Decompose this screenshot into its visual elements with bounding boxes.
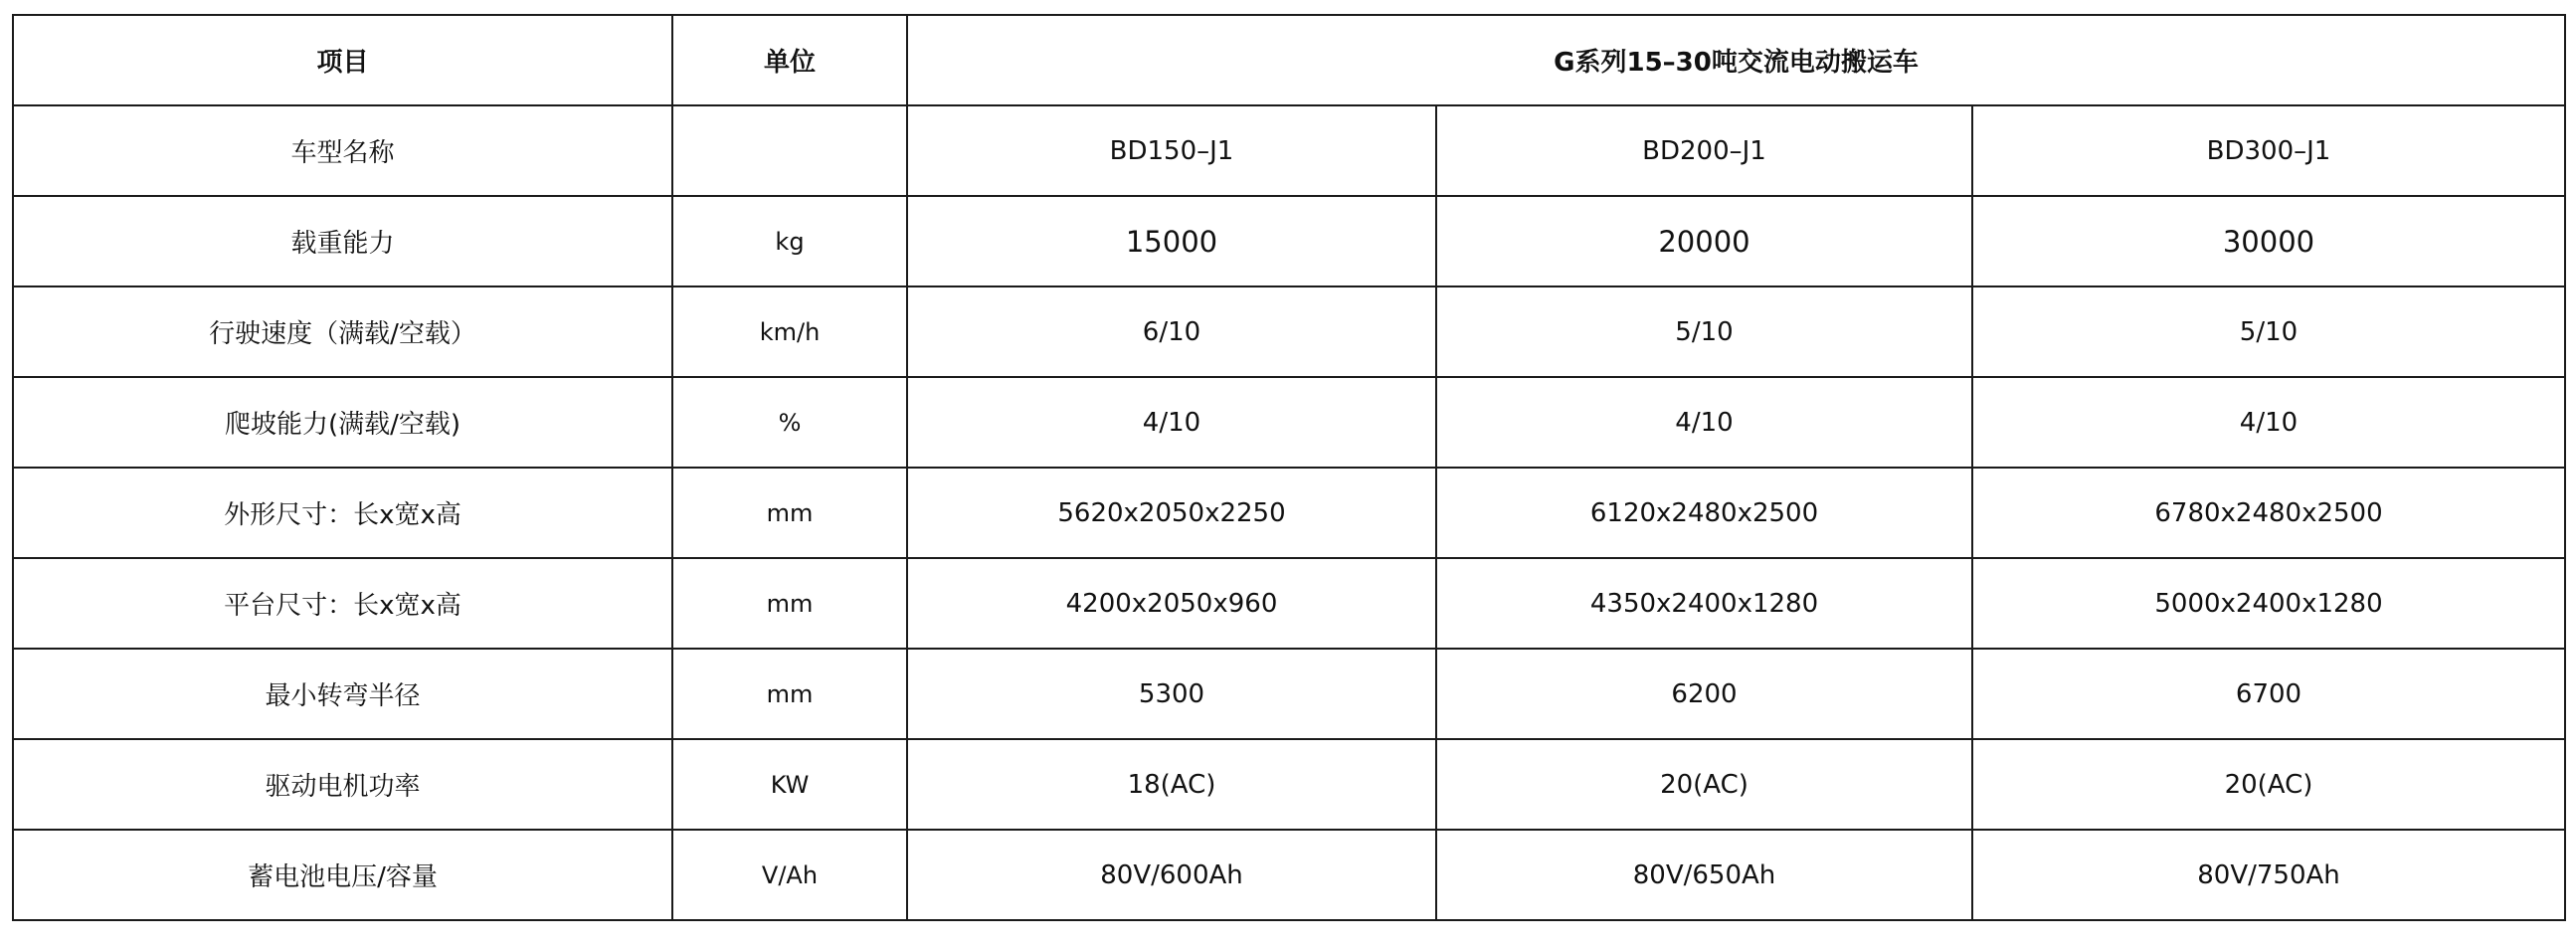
spec-table [12,14,2566,921]
row-value-bd300: 80V/750Ah [1972,830,2565,920]
row-value-bd200: 80V/650Ah [1436,830,1972,920]
table-row [13,649,2565,739]
row-label: 平台尺寸：长x宽x高 [13,558,672,649]
table-row [13,105,2565,196]
row-unit: mm [672,649,907,739]
table-row [13,196,2565,286]
row-value-bd150: 15000 [907,196,1436,286]
row-value-bd200: 6200 [1436,649,1972,739]
row-value-bd200: 4350x2400x1280 [1436,558,1972,649]
header-unit: 单位 [672,15,907,105]
row-label: 车型名称 [13,105,672,196]
row-value-bd200: 4/10 [1436,377,1972,468]
table-row [13,830,2565,920]
row-label: 行驶速度（满载/空载） [13,286,672,377]
table-row [13,377,2565,468]
row-value-bd300: 30000 [1972,196,2565,286]
table-row [13,468,2565,558]
row-label: 外形尺寸：长x宽x高 [13,468,672,558]
row-value-bd150: 4/10 [907,377,1436,468]
row-value-bd200: 20000 [1436,196,1972,286]
row-value-bd200: 20(AC) [1436,739,1972,830]
row-value-bd300: 4/10 [1972,377,2565,468]
row-unit: KW [672,739,907,830]
table-row [13,739,2565,830]
row-value-bd150: 6/10 [907,286,1436,377]
row-unit [672,105,907,196]
row-value-bd150: 5300 [907,649,1436,739]
row-value-bd300: 6700 [1972,649,2565,739]
row-unit: mm [672,468,907,558]
row-value-bd150: 18(AC) [907,739,1436,830]
row-label: 载重能力 [13,196,672,286]
row-value-bd200: 5/10 [1436,286,1972,377]
row-unit: kg [672,196,907,286]
row-value-bd300: 5000x2400x1280 [1972,558,2565,649]
spec-table-body [13,15,2565,920]
header-series: G系列15–30吨交流电动搬运车 [907,15,2565,105]
row-value-bd300: 5/10 [1972,286,2565,377]
row-label: 最小转弯半径 [13,649,672,739]
row-unit: V/Ah [672,830,907,920]
table-header-row [13,15,2565,105]
row-value-bd150: BD150–J1 [907,105,1436,196]
row-value-bd200: BD200–J1 [1436,105,1972,196]
table-row [13,286,2565,377]
row-unit: mm [672,558,907,649]
row-value-bd300: 20(AC) [1972,739,2565,830]
row-value-bd150: 4200x2050x960 [907,558,1436,649]
header-item: 项目 [13,15,672,105]
row-label: 驱动电机功率 [13,739,672,830]
row-label: 爬坡能力(满载/空载) [13,377,672,468]
row-unit: km/h [672,286,907,377]
row-value-bd300: BD300–J1 [1972,105,2565,196]
row-value-bd150: 80V/600Ah [907,830,1436,920]
row-label: 蓄电池电压/容量 [13,830,672,920]
row-value-bd150: 5620x2050x2250 [907,468,1436,558]
row-unit: % [672,377,907,468]
table-row [13,558,2565,649]
row-value-bd300: 6780x2480x2500 [1972,468,2565,558]
row-value-bd200: 6120x2480x2500 [1436,468,1972,558]
